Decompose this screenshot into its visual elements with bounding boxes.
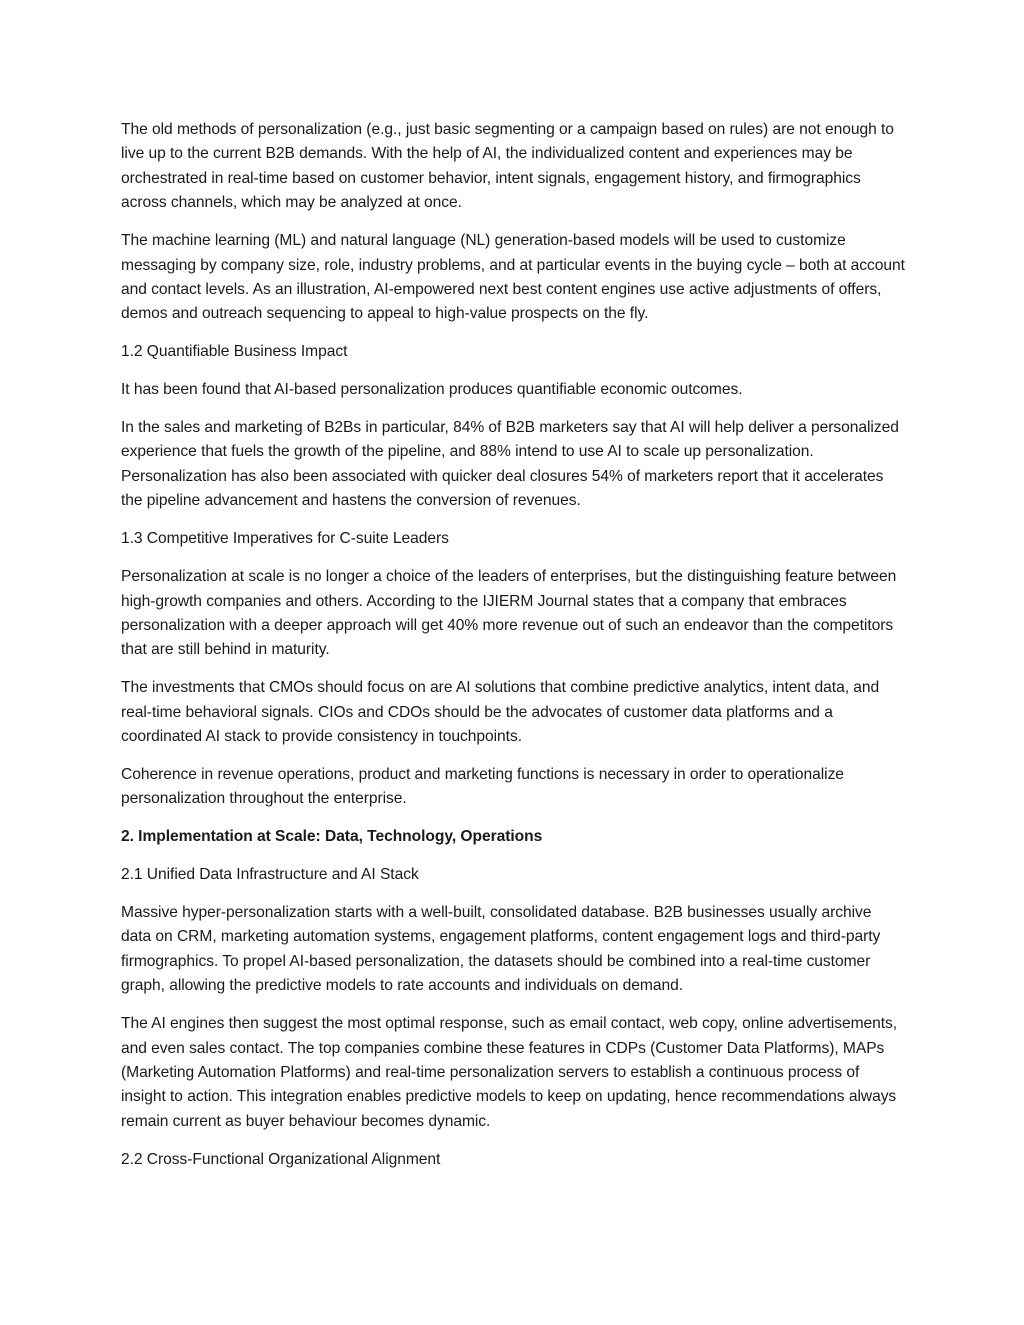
subheading-unified-data: 2.1 Unified Data Infrastructure and AI Stack — [121, 866, 419, 884]
document-page — [121, 118, 905, 1186]
section-heading-implementation: 2. Implementation at Scale: Data, Technology, Operations — [121, 828, 543, 846]
paragraph-consolidated-database: Massive hyper-personalization starts with a well-built, consolidated database. B2B businesses usually archive data on CRM, marketing automation systems, engagement platforms, content engagement logs and third-party firmographics. To propel AI-based personalization, the datasets should be combined into a real-time customer graph, allowing the predictive models to rate accounts and individuals on demand. — [121, 904, 881, 995]
paragraph-personalization-methods: The old methods of personalization (e.g., just basic segmenting or a campaign based on rules) are not enough to live up to the current B2B demands. With the help of AI, the individualized content and experiences may be orchestrated in real-time based on customer behavior, intent signals, engagement history, and firmographics across channels, which may be analyzed at once. — [121, 121, 894, 212]
subheading-business-impact: 1.2 Quantifiable Business Impact — [121, 343, 348, 361]
paragraph-cmo-investments: The investments that CMOs should focus on are AI solutions that combine predictive analytics, intent data, and real-time behavioral signals. CIOs and CDOs should be the advocates of customer data platforms and a coordinated AI stack to provide consistency in touchpoints. — [121, 679, 880, 746]
paragraph-ai-engines: The AI engines then suggest the most optimal response, such as email contact, web copy, online advertisements, and even sales contact. The top companies combine these features in CDPs (Customer Data Platforms), MAPs (Marketing Automation Platforms) and real-time personalization servers to establish a continuous process of insight to action. This integration enables predictive models to keep on updating, hence recommendations always remain current as buyer behaviour becomes dynamic. — [121, 1015, 898, 1130]
subheading-competitive-imperatives: 1.3 Competitive Imperatives for C-suite Leaders — [121, 530, 449, 548]
paragraph-b2b-statistics: In the sales and marketing of B2Bs in particular, 84% of B2B marketers say that AI will help deliver a personalized experience that fuels the growth of the pipeline, and 88% intend to use AI to scale up personalization. Personalization has also been associated with quicker deal closures 54% of marketers report that it accelerates the pipeline advancement and hastens the conversion of revenues. — [121, 419, 899, 510]
subheading-cross-functional: 2.2 Cross-Functional Organizational Alignment — [121, 1150, 441, 1168]
paragraph-personalization-at-scale: Personalization at scale is no longer a choice of the leaders of enterprises, but the distinguishing feature between high-growth companies and others. According to the IJIERM Journal states that a company that embraces personalization with a deeper approach will get 40% more revenue out of such an endeavor than the competitors that are still behind in maturity. — [121, 568, 897, 659]
paragraph-coherence: Coherence in revenue operations, product and marketing functions is necessary in order to operationalize personalization throughout the enterprise. — [121, 765, 844, 808]
paragraph-economic-outcomes: It has been found that AI-based personalization produces quantifiable economic outcomes. — [121, 381, 743, 399]
paragraph-ml-nl-models: The machine learning (ML) and natural language (NL) generation-based models will be used to customize messaging by company size, role, industry problems, and at particular events in the buying cycle – both at account and contact levels. As an illustration, AI-empowered next best content engines use active adjustments of offers, demos and outreach sequencing to appeal to high-value prospects on the fly. — [121, 232, 905, 323]
